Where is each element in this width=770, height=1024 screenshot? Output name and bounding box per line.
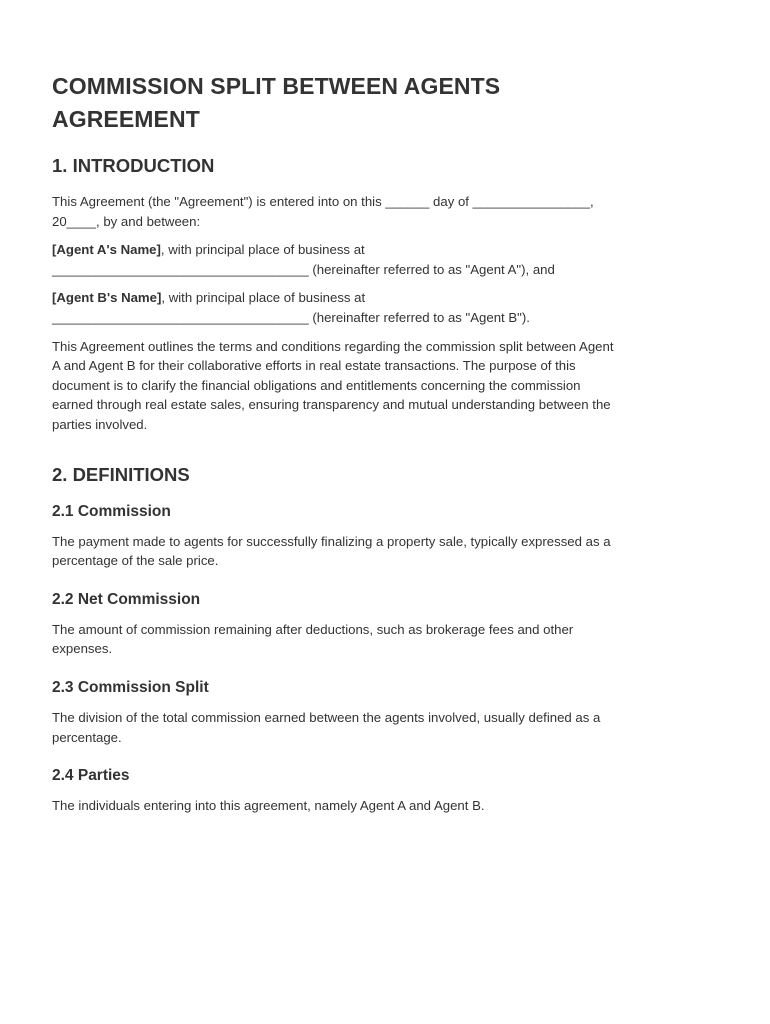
definition-line: The individuals entering into this agreement, namely Agent A and Agent B. [52, 798, 485, 814]
definition-heading-commission-split: 2.3 Commission Split [52, 678, 209, 696]
document-page [52, 70, 720, 825]
agent-b-text: , with principal place of business at [161, 290, 366, 306]
definition-line: percentage. [52, 729, 122, 745]
intro-paragraph [52, 192, 720, 231]
section-heading-definitions: 2. DEFINITIONS [52, 463, 190, 485]
definition-text-commission [52, 532, 720, 571]
section-heading-introduction: 1. INTRODUCTION [52, 155, 215, 176]
intro-line: 20____, by and between: [52, 213, 201, 229]
agent-b-name: [Agent B's Name] [52, 290, 162, 306]
purpose-line: parties involved. [52, 416, 148, 432]
document-title-line: AGREEMENT [52, 106, 200, 132]
agent-b-paragraph [52, 288, 720, 327]
purpose-line: This Agreement outlines the terms and conditions regarding the commission split between Agent [52, 338, 614, 354]
definition-text-parties [52, 796, 720, 816]
definition-line: percentage of the sale price. [52, 553, 219, 569]
document-title [52, 70, 720, 136]
agent-a-name: [Agent A's Name] [52, 242, 161, 258]
purpose-paragraph [52, 337, 720, 435]
definition-heading-commission: 2.1 Commission [52, 502, 171, 520]
purpose-line: document is to clarify the financial obligations and entitlements concerning the commission [52, 377, 581, 393]
definition-heading-parties: 2.4 Parties [52, 767, 130, 785]
agent-a-line: ___________________________________ (hereinafter referred to as "Agent A"), and [52, 261, 555, 277]
document-title-line: COMMISSION SPLIT BETWEEN AGENTS [52, 73, 501, 99]
definition-line: expenses. [52, 641, 113, 657]
purpose-line: earned through real estate sales, ensuring transparency and mutual understanding between the [52, 397, 611, 413]
definition-line: The division of the total commission earned between the agents involved, usually defined as a [52, 709, 601, 725]
agent-b-line: ___________________________________ (hereinafter referred to as "Agent B"). [52, 309, 530, 325]
agent-a-text: , with principal place of business at [160, 242, 365, 258]
definition-heading-net-commission: 2.2 Net Commission [52, 590, 201, 608]
agent-a-paragraph [52, 240, 720, 279]
definition-line: The amount of commission remaining after deductions, such as brokerage fees and other [52, 621, 574, 637]
purpose-line: A and Agent B for their collaborative efforts in real estate transactions. The purpose of this [52, 358, 576, 374]
intro-line: This Agreement (the "Agreement") is entered into on this ______ day of ________________, [52, 194, 594, 209]
definition-line: The payment made to agents for successfully finalizing a property sale, typically expressed as a [52, 533, 611, 549]
definition-text-commission-split [52, 708, 720, 747]
definition-text-net-commission [52, 620, 720, 659]
